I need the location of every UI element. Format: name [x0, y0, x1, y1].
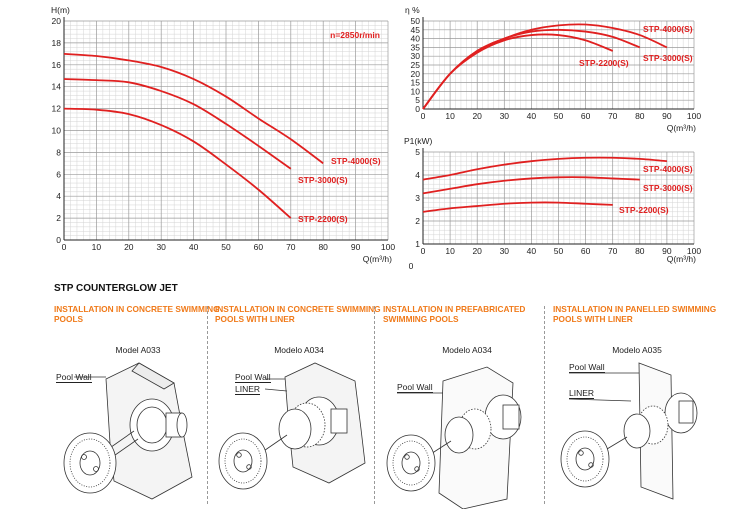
installation-title: INSTALLATION IN PANELLED SWIMMING POOLS WITH LINER: [553, 304, 717, 324]
installation-prefabricated: [383, 304, 551, 504]
y-axis-title: H(m): [51, 5, 70, 15]
installation-drawing: [553, 359, 721, 509]
x-tick-label: 40: [188, 242, 199, 252]
y-tick-label: 20: [410, 68, 420, 79]
x-tick-label: 30: [499, 246, 510, 256]
x-tick-label: 70: [607, 246, 618, 256]
x-tick-label: 10: [445, 111, 455, 121]
series-line-stp-4000(s): [423, 158, 667, 180]
series-line-stp-2200(s): [423, 34, 613, 109]
series-label: STP-2200(S): [579, 58, 629, 68]
pool-wall-label: Pool Wall: [569, 362, 605, 372]
installation-panelled-liner: [553, 304, 721, 504]
y-tick-label: 45: [410, 24, 420, 35]
installation-concrete: [54, 304, 222, 504]
y-tick-label: 4: [415, 170, 420, 180]
installation-drawing: [54, 359, 222, 509]
y-tick-label: 0: [408, 261, 414, 271]
x-axis-title: Q(m³/h): [362, 254, 392, 264]
efficiency-chart: [405, 5, 701, 133]
x-tick-label: 100: [686, 246, 702, 256]
x-tick-label: 90: [662, 111, 672, 121]
y-tick-label: 1: [415, 239, 420, 249]
series-label: STP-3000(S): [643, 53, 693, 63]
installation-drawing: [383, 359, 551, 509]
x-tick-label: 20: [124, 242, 134, 252]
x-tick-label: 70: [607, 111, 618, 121]
y-tick-label: 14: [51, 81, 61, 92]
y-tick-label: 6: [56, 169, 61, 180]
x-tick-label: 90: [350, 242, 361, 252]
pool-wall-label: Pool Wall: [397, 382, 433, 392]
x-tick-label: 50: [553, 111, 564, 121]
x-tick-label: 80: [635, 111, 645, 121]
x-tick-label: 100: [686, 111, 702, 121]
grid: [64, 21, 388, 240]
head-chart: [51, 5, 395, 264]
y-axis-title: η %: [405, 5, 420, 15]
divider: [207, 306, 208, 504]
y-tick-label: 8: [56, 147, 61, 158]
y-tick-label: 2: [415, 216, 420, 226]
x-tick-label: 60: [580, 246, 591, 256]
pool-wall-label: Pool Wall: [235, 372, 271, 382]
y-tick-label: 20: [51, 16, 61, 26]
x-tick-label: 90: [662, 246, 672, 256]
x-tick-label: 50: [553, 246, 564, 256]
x-tick-label: 40: [526, 111, 537, 121]
x-axis-title: Q(m³/h): [666, 254, 696, 264]
y-tick-label: 40: [410, 33, 420, 44]
y-tick-label: 18: [51, 37, 61, 48]
y-tick-label: 16: [51, 59, 61, 70]
series-label: STP-4000(S): [331, 156, 381, 166]
x-tick-label: 70: [286, 242, 296, 252]
y-tick-label: 2: [56, 213, 61, 224]
y-tick-label: 35: [410, 42, 420, 53]
y-tick-label: 5: [415, 95, 420, 106]
series-label: STP-2200(S): [619, 205, 669, 215]
x-tick-label: 50: [221, 242, 231, 252]
x-tick-label: 80: [635, 246, 645, 256]
x-tick-label: 40: [526, 246, 537, 256]
x-tick-label: 0: [420, 111, 426, 121]
x-tick-label: 30: [156, 242, 166, 252]
divider: [544, 306, 545, 504]
series-label: STP-3000(S): [643, 183, 693, 193]
installation-model: Model A033: [115, 345, 161, 355]
y-tick-label: 5: [415, 147, 420, 157]
series-label: STP-4000(S): [643, 24, 693, 34]
y-tick-label: 30: [410, 51, 420, 62]
y-tick-label: 3: [415, 193, 420, 203]
y-tick-label: 25: [410, 60, 420, 70]
installation-title: INSTALLATION IN CONCRETE SWIMMING POOLS: [54, 304, 220, 324]
installation-drawing: [215, 359, 383, 509]
y-tick-label: 15: [410, 77, 420, 88]
y-tick-label: 12: [51, 103, 61, 114]
x-tick-label: 0: [420, 246, 426, 256]
installation-model: Modelo A035: [612, 345, 662, 355]
pool-wall-label: Pool Wall: [56, 372, 92, 382]
series-line-stp-2200(s): [64, 109, 291, 219]
y-axis-title: P1(kW): [404, 136, 433, 146]
installation-title: INSTALLATION IN CONCRETE SWIMMING POOLS WITH LINER: [215, 304, 381, 324]
y-tick-label: 0: [415, 104, 420, 114]
liner-label: LINER: [235, 384, 261, 394]
section-title: STP COUNTERGLOW JET: [54, 283, 178, 294]
liner-label: LINER: [569, 388, 595, 398]
x-tick-label: 0: [61, 242, 67, 252]
x-tick-label: 20: [472, 246, 482, 256]
x-tick-label: 20: [472, 111, 482, 121]
x-tick-label: 60: [253, 242, 264, 252]
x-tick-label: 30: [499, 111, 510, 121]
power-chart: [404, 136, 701, 271]
y-tick-label: 10: [51, 125, 61, 136]
series-label: STP-2200(S): [298, 214, 348, 224]
installation-model: Modelo A034: [274, 345, 324, 355]
y-tick-label: 4: [56, 191, 61, 202]
x-tick-label: 100: [380, 242, 396, 252]
installation-model: Modelo A034: [442, 345, 492, 355]
series-line-stp-4000(s): [423, 24, 667, 109]
series-line-stp-3000(s): [64, 79, 291, 169]
y-tick-label: 10: [410, 86, 420, 97]
speed-annotation: n=2850r/min: [330, 30, 380, 40]
y-tick-label: 50: [410, 16, 420, 26]
installation-concrete-liner: [215, 304, 383, 504]
y-tick-label: 0: [56, 235, 61, 245]
x-tick-label: 10: [445, 246, 455, 256]
series-label: STP-3000(S): [298, 175, 348, 185]
x-tick-label: 80: [318, 242, 328, 252]
x-tick-label: 60: [580, 111, 591, 121]
installation-title: INSTALLATION IN PREFABRICATED SWIMMING POOLS: [383, 304, 526, 324]
series-label: STP-4000(S): [643, 164, 693, 174]
divider: [374, 306, 375, 504]
x-tick-label: 10: [91, 242, 102, 252]
x-axis-title: Q(m³/h): [666, 123, 696, 133]
